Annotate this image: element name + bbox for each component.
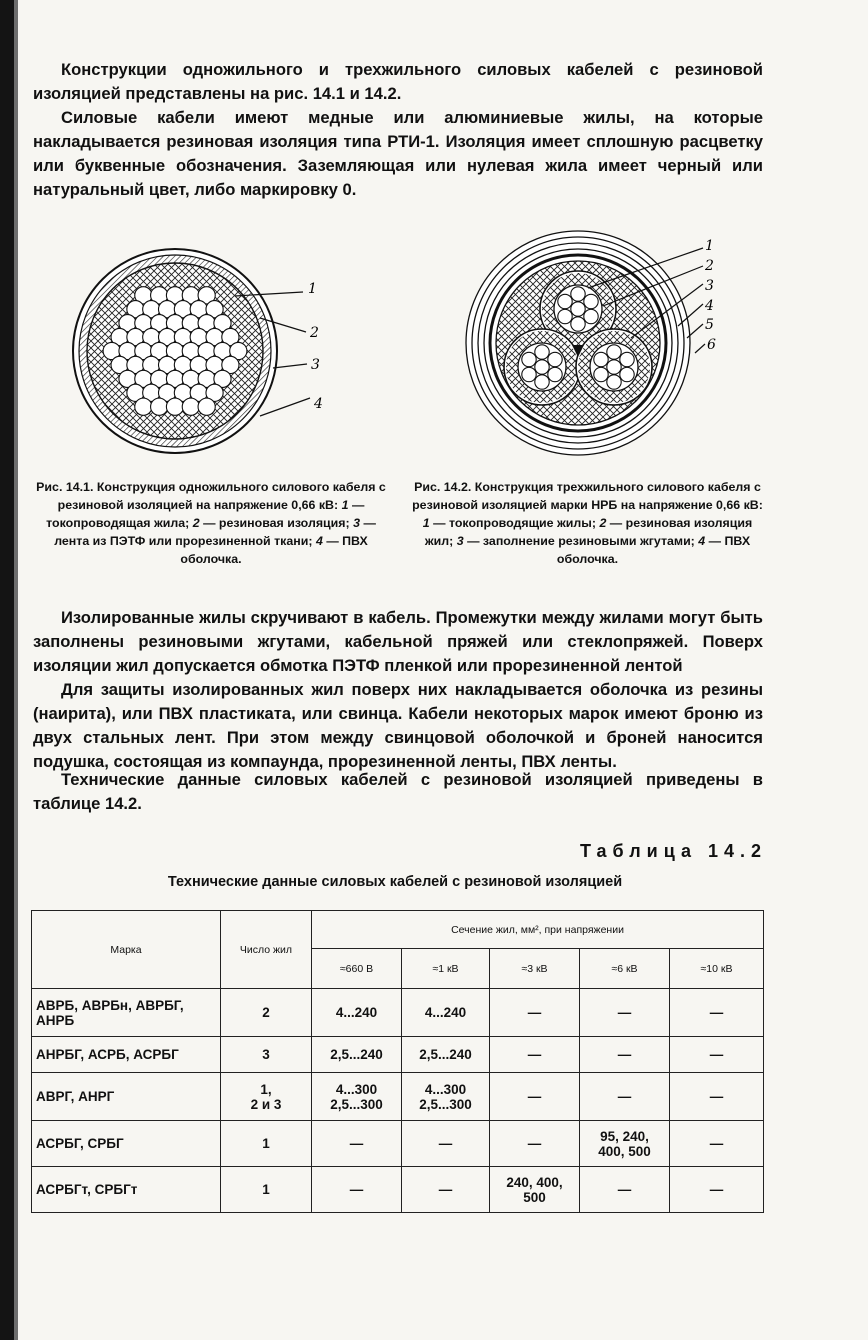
table-cell-brand: АНРБГ, АСРБ, АСРБГ [32, 1037, 221, 1073]
table-cell-brand: АСРБГ, СРБГ [32, 1121, 221, 1167]
header-section-group: Сечение жил, мм², при напряжении [312, 911, 764, 949]
header-cores: Число жил [221, 911, 312, 989]
paragraph-intro: Конструкции одножильного и трехжильного силовых кабелей с резиновой изоляцией представлены на рис. 14.1 и 14.2. [33, 60, 763, 103]
table-row [32, 1037, 764, 1073]
fig1-label-1: 1 [308, 281, 317, 297]
fig2-conductor-strand [558, 309, 572, 323]
table-cell-v1: 2,5...240 [402, 1037, 490, 1073]
table-cell-v660: 2,5...240 [312, 1037, 402, 1073]
table-row [32, 1121, 764, 1167]
fig2-conductor-strand [535, 375, 549, 389]
table-row [32, 1073, 764, 1121]
fig2-label-6: 6 [707, 337, 716, 353]
fig1-conductor-strand [166, 398, 183, 415]
table-cell-v1: — [402, 1167, 490, 1213]
table-cell-v6: — [580, 1073, 670, 1121]
table-cell-cores: 1 [221, 1121, 312, 1167]
fig2-conductor-strand [594, 367, 608, 381]
fig2-conductor-strand [571, 302, 585, 316]
book-spine-edge [14, 0, 18, 1340]
fig2-conductor-strand [522, 352, 536, 366]
table-cell-v3: — [490, 1121, 580, 1167]
header-voltage-1: ≈1 кВ [402, 949, 490, 989]
table-cell-brand: АВРГ, АНРГ [32, 1073, 221, 1121]
fig2-conductor-strand [620, 352, 634, 366]
fig2-conductor-strand [607, 345, 621, 359]
fig1-label-3: 3 [311, 357, 320, 373]
fig2-label-1: 1 [705, 238, 714, 254]
fig2-conductor-strand [594, 352, 608, 366]
book-spine-shadow [0, 0, 14, 1340]
header-brand: Марка [32, 911, 221, 989]
table-cell-v6: — [580, 1167, 670, 1213]
table-cell-brand: АВРБ, АВРБн, АВРБГ, АНРБ [32, 989, 221, 1037]
table-cell-v10: — [670, 989, 764, 1037]
paragraph-conductors: Силовые кабели имеют медные или алюминиевые жилы, на которые накладывается резиновая изоляция типа РТИ-1. Изоляция имеет сплошную расцветку или буквенные обозначения. Заземляющая или нулевая жила имеет черный или натуральный цвет, либо маркировку 0. [33, 108, 763, 199]
fig2-conductor-strand [548, 367, 562, 381]
figure-14-1-caption: Рис. 14.1. Конструкция одножильного силового кабеля с резиновой изоляцией на напряжение 0,66 кВ: 1 — токопроводящая жила; 2 — резиновая изоляция; 3 — лента из ПЭТФ или прорезиненной ткани; 4 — ПВХ оболочка. [36, 480, 386, 566]
fig2-conductor-strand [607, 360, 621, 374]
cable-data-table [31, 910, 764, 1213]
table-cell-v10: — [670, 1121, 764, 1167]
table-cell-cores: 2 [221, 989, 312, 1037]
fig2-label-5: 5 [705, 317, 714, 333]
figure-14-1-single-core-cable [70, 236, 340, 466]
fig2-label-4: 4 [705, 298, 714, 314]
fig1-conductor-strand [135, 398, 152, 415]
fig2-conductor-strand [620, 367, 634, 381]
figure-14-2-caption: Рис. 14.2. Конструкция трехжильного силового кабеля с резиновой изоляцией марки НРБ на напряжение 0,66 кВ: 1 — токопроводящие жилы; 2 — резиновая изоляция жил; 3 — заполнение резиновыми жгутами; 4 — ПВХ оболочка. [412, 480, 763, 566]
table-cell-v3: — [490, 1037, 580, 1073]
fig1-label-4: 4 [314, 396, 323, 412]
table-cell-v10: — [670, 1073, 764, 1121]
table-cell-v3: 240, 400, 500 [490, 1167, 580, 1213]
fig1-conductor-strand [151, 398, 168, 415]
fig2-conductor-strand [558, 294, 572, 308]
figure-14-2-three-core-cable [463, 228, 733, 460]
fig1-cross-section [73, 249, 277, 453]
fig2-conductor-strand [535, 360, 549, 374]
table-cell-v3: — [490, 1073, 580, 1121]
table-number: Таблица 14.2 [580, 841, 768, 861]
fig2-label-3: 3 [705, 278, 714, 294]
table-cell-v10: — [670, 1167, 764, 1213]
table-cell-cores: 1, 2 и 3 [221, 1073, 312, 1121]
table-cell-v1: 4...240 [402, 989, 490, 1037]
table-cell-v1: 4...300 2,5...300 [402, 1073, 490, 1121]
header-voltage-3: ≈3 кВ [490, 949, 580, 989]
table-cell-v660: 4...240 [312, 989, 402, 1037]
fig1-label-2: 2 [310, 325, 319, 341]
fig1-conductor-strand [198, 398, 215, 415]
fig2-conductor-strand [535, 345, 549, 359]
fig2-conductor-strand [548, 352, 562, 366]
header-voltage-6: ≈6 кВ [580, 949, 670, 989]
paragraph-table-ref: Технические данные силовых кабелей с резиновой изоляцией приведены в таблице 14.2. [33, 770, 763, 813]
table-row [32, 1167, 764, 1213]
table-cell-v10: — [670, 1037, 764, 1073]
fig2-conductor-strand [584, 294, 598, 308]
table-cell-v6: — [580, 989, 670, 1037]
header-voltage-660: ≈660 В [312, 949, 402, 989]
fig1-conductor-strand [182, 398, 199, 415]
fig2-conductor-strand [584, 309, 598, 323]
header-voltage-10: ≈10 кВ [670, 949, 764, 989]
table-cell-v1: — [402, 1121, 490, 1167]
fig2-conductor-strand [571, 317, 585, 331]
table-title: Технические данные силовых кабелей с резиновой изоляцией [167, 874, 623, 890]
table-cell-v660: — [312, 1167, 402, 1213]
fig2-conductor-strand [571, 287, 585, 301]
table-cell-v660: 4...300 2,5...300 [312, 1073, 402, 1121]
table-cell-v660: — [312, 1121, 402, 1167]
paragraph-stranding: Изолированные жилы скручивают в кабель. Промежутки между жилами могут быть заполнены резиновыми жгутами, кабельной пряжей или стеклопряжей. Поверх изоляции жил допускается обмотка ПЭТФ пленкой или прорезиненной лентой [33, 608, 763, 675]
table-cell-v6: — [580, 1037, 670, 1073]
paragraph-sheath: Для защиты изолированных жил поверх них накладывается оболочка из резины (наирита), или ПВХ пластиката, или свинца. Кабели некоторых марок имеют броню из двух стальных лент. При этом между свинцовой оболочкой и броней наносится подушка, состоящая из компаунда, прорезиненной ленты, ПВХ ленты. [33, 680, 763, 771]
fig2-conductor-strand [522, 367, 536, 381]
fig2-conductor-strand [607, 375, 621, 389]
table-row [32, 989, 764, 1037]
fig2-label-2: 2 [705, 258, 714, 274]
table-cell-brand: АСРБГт, СРБГт [32, 1167, 221, 1213]
table-cell-cores: 3 [221, 1037, 312, 1073]
table-cell-v3: — [490, 989, 580, 1037]
table-cell-cores: 1 [221, 1167, 312, 1213]
table-cell-v6: 95, 240, 400, 500 [580, 1121, 670, 1167]
